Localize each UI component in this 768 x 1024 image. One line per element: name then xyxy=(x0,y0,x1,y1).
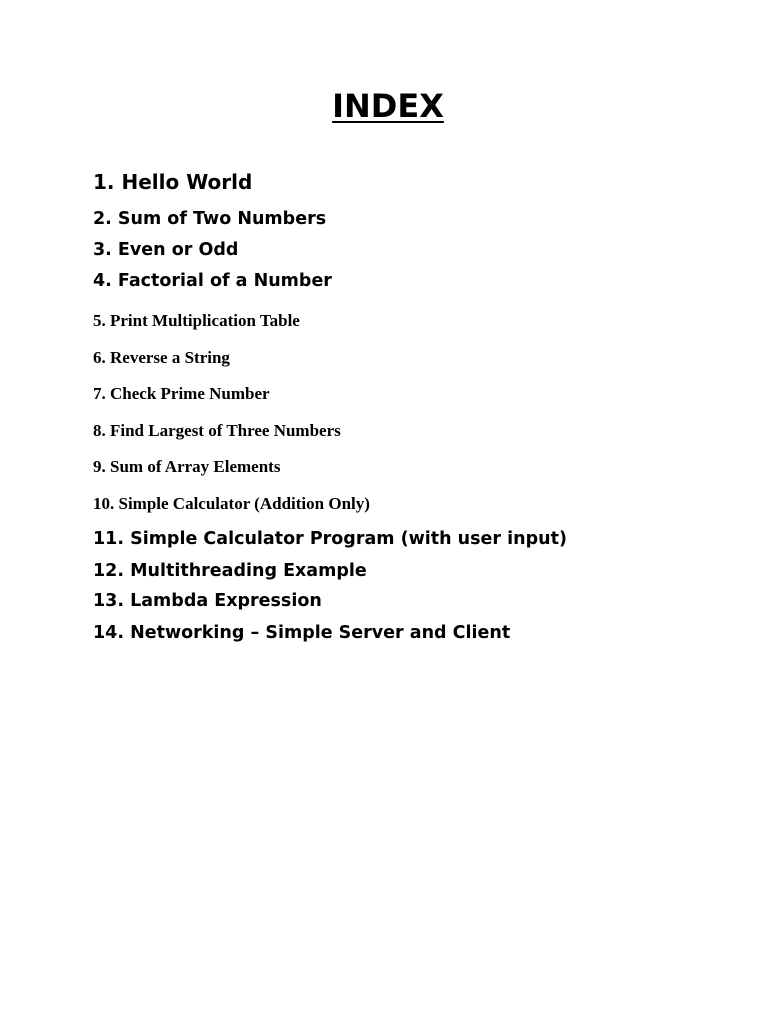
index-entry-13: 13. Lambda Expression xyxy=(93,591,322,611)
index-entry-10: 10. Simple Calculator (Addition Only) xyxy=(93,494,370,513)
index-entry-7: 7. Check Prime Number xyxy=(93,384,270,403)
index-entry-5: 5. Print Multiplication Table xyxy=(93,311,300,330)
index-entry-14: 14. Networking – Simple Server and Client xyxy=(93,623,511,643)
index-entry-9: 9. Sum of Array Elements xyxy=(93,457,281,476)
index-entry-4: 4. Factorial of a Number xyxy=(93,271,332,291)
index-entry-8: 8. Find Largest of Three Numbers xyxy=(93,421,341,440)
index-entry-1: 1. Hello World xyxy=(93,170,253,194)
index-entry-11: 11. Simple Calculator Program (with user input) xyxy=(93,529,567,549)
index-entry-2: 2. Sum of Two Numbers xyxy=(93,209,327,229)
page-title: INDEX xyxy=(332,87,444,125)
index-entry-6: 6. Reverse a String xyxy=(93,348,230,367)
index-entry-12: 12. Multithreading Example xyxy=(93,561,367,581)
index-entry-3: 3. Even or Odd xyxy=(93,240,239,260)
